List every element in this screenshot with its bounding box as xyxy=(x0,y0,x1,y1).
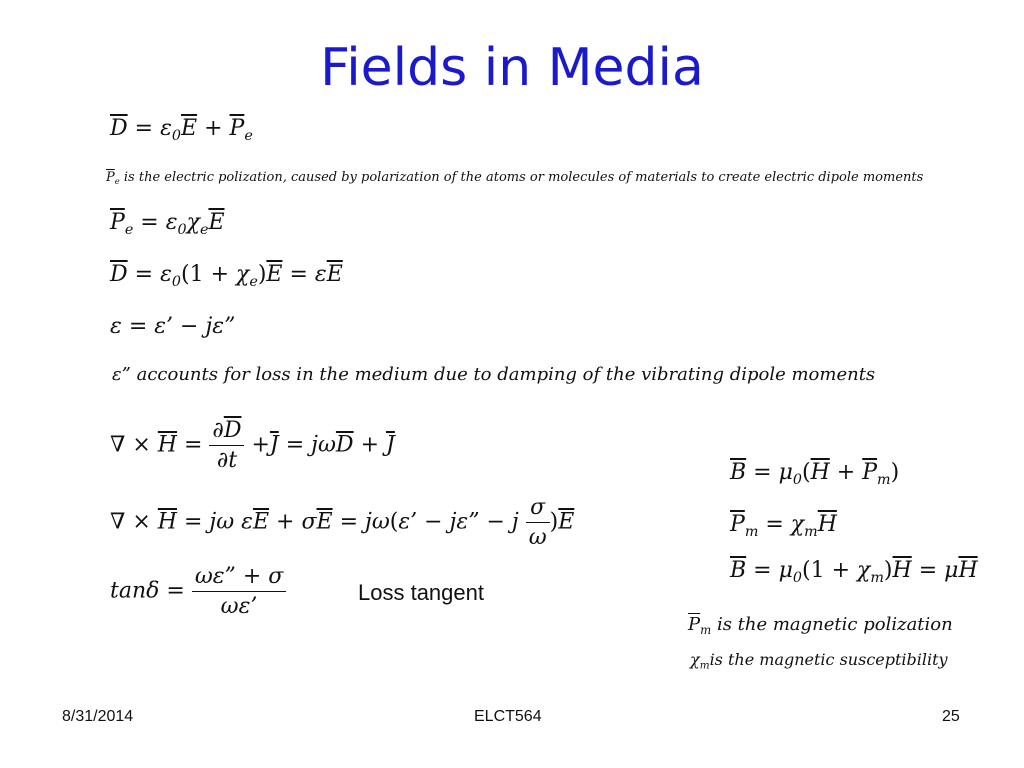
eq-b-permeability: $\overline{B} = \mu_0(1 + \chi_m)\overline{H} = \mu\overline{H}$ xyxy=(730,558,978,586)
eq-loss-tangent: tanδ = $\frac{\omega\varepsilon” + \sigma}{\omega\varepsilon’}$ xyxy=(110,564,286,619)
footer-date: 8/31/2014 xyxy=(62,708,134,725)
note-electric-polarization: $\overline{P}_e$ is the electric polization, caused by polarization of the atoms or molecules of materials to create electric dipole moments xyxy=(106,170,924,186)
eq-b-definition: $\overline{B} = \mu_0(\overline{H} + \overline{P}_m)$ xyxy=(730,460,900,488)
loss-tangent-label: Loss tangent xyxy=(358,580,484,605)
slide-title: Fields in Media xyxy=(320,38,704,98)
note-magnetic-susceptibility: $\chi_mis$ the magnetic susceptibility xyxy=(690,650,948,672)
eq-pe-definition: $\overline{P}_e = \varepsilon_0\chi_e\overline{E}$ xyxy=(110,210,225,238)
note-magnetic-polarization: $\overline{P}_m$ is the magnetic polization xyxy=(688,614,953,638)
eq-curl-h-expanded: ∇ × $\overline{H} = j\omega$ $\varepsilon\overline{E} + \sigma\overline{E} = j\omega(\varepsilon$’ − jε” − j $\frac{\sigma}{\omega}$ )$\overline{E}$ xyxy=(110,495,575,550)
eq-pm-definition: $\overline{P}_m = \chi_m\overline{H}$ xyxy=(730,512,837,540)
eq-d-definition: $\overline{D} = \varepsilon_0\overline{E} + \overline{P}_e$ xyxy=(110,116,253,144)
eq-complex-permittivity: ε = ε’ − jε” xyxy=(110,314,236,339)
eq-d-permittivity: $\overline{D} = \varepsilon_0(1 + \chi_e)\overline{E} = \varepsilon\overline{E}$ xyxy=(110,262,343,290)
eq-curl-h: ∇ × $\overline{H}$ = $\frac{\partial\overline{D}}{\partial t}$ $+\overline{J} = j\omega\overline{D} + \overline{J}$ xyxy=(110,418,395,473)
note-dielectric-loss: ε” accounts for loss in the medium due to damping of the vibrating dipole moments xyxy=(112,364,876,385)
footer-page-number: 25 xyxy=(942,708,960,725)
footer-course: ELCT564 xyxy=(474,708,542,725)
